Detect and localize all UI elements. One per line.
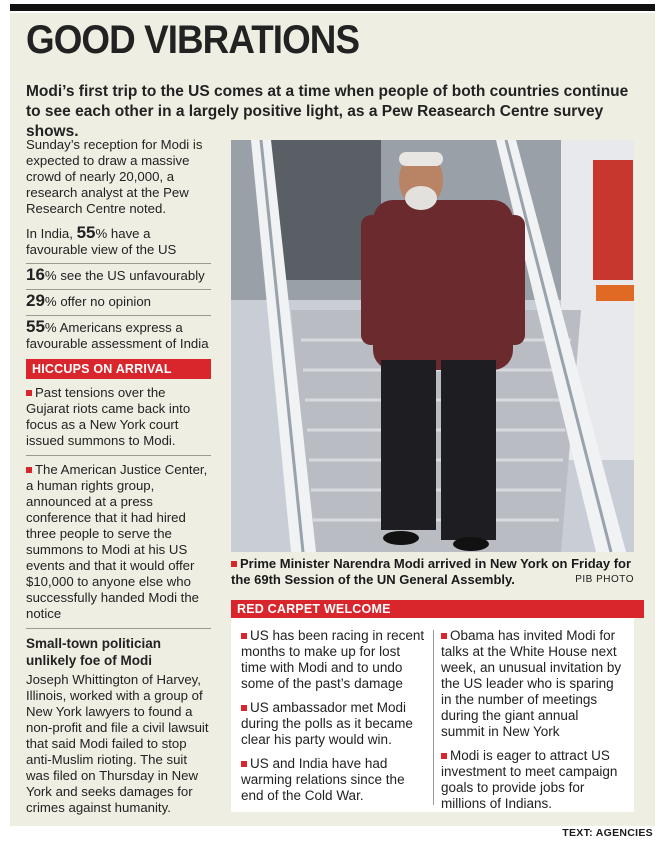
bullet-square-icon [441,633,447,639]
left-column [26,137,211,816]
bullet-square-icon [26,467,32,473]
photo-illustration [231,140,634,552]
stat-percent: % [44,320,57,335]
stat-text: In India, [26,226,77,241]
stat-number: 16 [26,265,45,284]
bullet-square-icon [241,761,247,767]
red-carpet-item [241,700,426,748]
intro-text: Sunday’s reception for Modi is expected to draw a massive crowd of nearly 20,000, a research analyst at the Pew Research Centre noted. [26,137,203,216]
red-carpet-col-2 [441,628,623,820]
modi-photo [231,140,634,552]
bullet-square-icon [241,633,247,639]
stat-percent: % [44,268,57,283]
bullet-square-icon [26,390,32,396]
hiccup-text: The American Justice Center, a human rights group, announced at a press conference that it had hired three people to serve the summons to Modi at his US events and that it would offer $10,000 to anyone else who successfully handed Modi the notice [26,462,208,621]
stat-percent: % [44,294,57,309]
photo-caption [231,556,634,588]
bullet-square-icon [231,561,237,567]
bullet-square-icon [441,753,447,759]
item-text: Modi is eager to attract US investment to meet campaign goals to provide jobs for millions of Indians. [441,748,618,811]
item-text: US and India have had warming relations since the end of the Cold War. [241,756,405,803]
stat-no-opinion [26,290,211,316]
stat-number: 29 [26,291,45,310]
stat-text: see the US unfavourably [56,268,205,283]
hiccup-text: Past tensions over the Gujarat riots came back into focus as a New York court issued summons to Modi. [26,385,191,448]
stat-number: 55 [76,223,96,242]
item-text: Obama has invited Modi for talks at the White House next week, an unusual invitation by the US leader who is sparing in the number of meetings during the giant annual summit in New York [441,628,622,739]
headline: GOOD VIBRATIONS [26,18,360,62]
stat-americans-favourable [26,316,211,357]
subhead: Small-town politician unlikely foe of Modi [26,636,162,668]
stat-number: 55 [26,317,45,336]
photo-credit: PIB PHOTO [575,574,634,585]
stat-percent: % [95,226,108,241]
item-text: US has been racing in recent months to make up for lost time with Modi and to undo some of the past’s damage [241,628,425,691]
hiccup-item [26,456,211,628]
stat-text: Americans express a favourable assessment of India [26,320,209,351]
hiccups-heading: HICCUPS ON ARRIVAL [26,359,211,379]
stat-unfavourable [26,264,211,290]
column-divider [433,630,434,805]
stat-india-favourable [26,222,211,264]
stat-text: offer no opinion [56,294,151,309]
red-carpet-item [241,628,426,692]
text-credit: TEXT: AGENCIES [562,827,653,839]
deck-text: Modi’s first trip to the US comes at a time when people of both countries continue to see each other in a largely positive light, as a Pew Reasearch Centre survey shows. [26,83,629,140]
subhead-body: Joseph Whittington of Harvey, Illinois, worked with a group of New York lawyers to found a non-profit and file a civil lawsuit that said Modi failed to stop anti-Muslim rioting. The suit was filed on Thursday in New York and seeks damages for crimes against humanity. [26,672,209,815]
red-carpet-col-1 [241,628,426,812]
item-text: US ambassador met Modi during the polls as it became clear his party would win. [241,700,413,747]
red-carpet-item [241,756,426,804]
caption-text: Prime Minister Narendra Modi arrived in New York on Friday for the 69th Session of the UN General Assembly. [231,556,632,587]
bullet-square-icon [241,705,247,711]
red-carpet-item [441,628,623,740]
red-carpet-item [441,748,623,812]
hiccup-item [26,379,211,455]
red-carpet-heading: RED CARPET WELCOME [231,600,644,618]
top-rule [10,4,655,11]
stat-text: have a favourable view of the US [26,226,177,257]
